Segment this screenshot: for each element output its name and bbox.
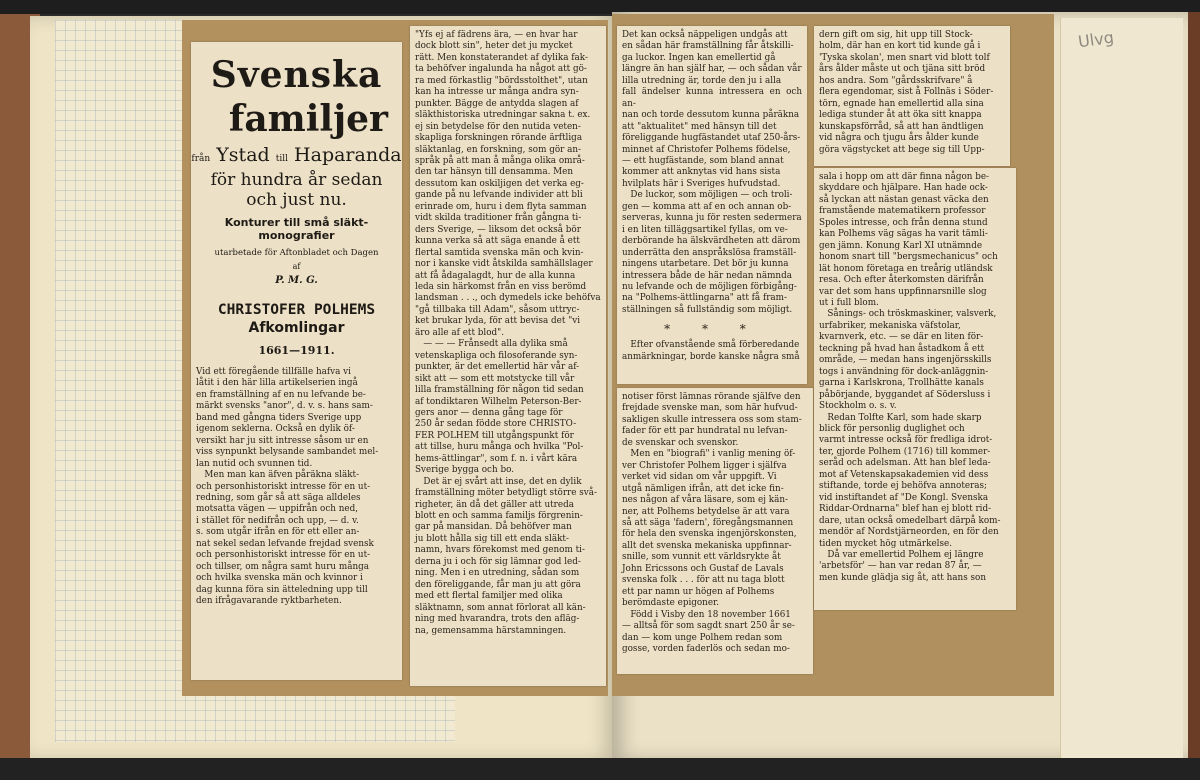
article-column-1: Vid ett föregående tillfälle hafva vi låtit i den här lilla artikelserien ingå en framställning af en nu lefvande be- märkt svensks "anor", d. v. s. hans sam- band med gångna tiders Sverige upp igenom seklerna. Också en dylik öf- versikt har ju sitt intresse såsom ur en viss synpunkt belysande sambandet mel- lan nutid och svunnen tid. Men man kan äfven påräkna släkt- och personhistoriskt intresse för en ut- redning, som går så att säga alldeles motsatta vägen — uppifrån och ned, i stället för nedifrån och upp, — d. v. s. som utgår ifrån en för ett eller an- nat sekel sedan lefvande frejdad svensk och personhistoriskt intresse för en ut- och tillser, om några samt huru många och hvilka svenska män och kvinnor i dag kunna föra sin ätteledning upp till den ifrågavarande ryktbarheten. [196, 367, 379, 607]
background-bottom [0, 758, 1200, 780]
headline-title-2: familjer [228, 98, 388, 140]
headline-title-1: Svenska [210, 54, 383, 96]
article-column-3-top [617, 26, 807, 384]
article-column-4-bottom [814, 168, 1016, 610]
route-from: från [191, 154, 211, 164]
article-column-2 [410, 26, 606, 686]
loose-paper-sheet [1060, 18, 1183, 758]
column-3-top-text: Det kan också näppeligen undgås att en sådan här framställning får åtskilli- ga luckor. Ingen kan emellertid gå längre än han själf har, — och sådan vår lilla utredning är, torde den ju i alla fall ändelser kunna intressera en och an- nan och torde dessutom kunna påräkna att "aktualitet" med hänsyn till det föreliggande hugfästandet utaf 250-års- minnet af Christofer Polhems födelse, — ett hugfästande, som bland annat kommer att anknytas vid hans sista hvilplats här i Sveriges hufvudstad. De luckor, som möjligen — och troli- gen — komma att af en och annan ob- serveras, kunna ju för resten sedermera i en liten tilläggsartikel fyllas, om ve- derbörande ha älskvärdheten att därom underrätta den anspråkslösa framställ- ningens utarbetare. Det bör ju kunna intressera både de här nedan nämnda nu lefvande och de möjligen förbigång- na "Polhems-ättlingarna" att få fram- ställningen så fullständig som möjligt. [622, 30, 802, 315]
column-3-intro-text: Efter ofvanstående små förberedande anmärkningar, borde kanske några små [622, 340, 800, 362]
article-column-3-bottom [617, 388, 813, 674]
book-cover-right [1188, 12, 1200, 760]
headline-kicker: Konturer till små släkt- monografier [224, 216, 369, 242]
headline-by: af [292, 262, 301, 271]
column-3-bottom-text: notiser först lämnas rörande själfve den frejdade svenske man, som här hufvud- sakligen skulle intressera oss som stam- fader för ett par hundratal nu lefvan- de svenskar och svenskor. Men en "biografi" i vanlig mening öf- ver Christofer Polhem ligger i själfva verket vid sidan om vår uppgift. Vi utgå nämligen ifrån, att det icke fin- nes någon af våra läsare, som ej kän- ner, att Polhems betydelse är att vara så att säga 'fadern', föregångsmannen för hela den svenska ingenjörskonsten, allt det svenska mekaniska uppfinnar- snille, som vunnit ett världsrykte åt John Ericssons och Gustaf de Lavals svenska folk . . . för att nu taga blott ett par namn ur högen af Polhems berömdaste epigoner. Född i Visby den 18 november 1661 — alltså för som sagdt snart 250 år se- dan — kom unge Polhem redan som gosse, vorden faderlös och sedan mo- [622, 392, 802, 654]
section-title: CHRISTOFER POLHEMS [217, 302, 376, 318]
column-4-bottom-text: sala i hopp om att där finna någon be- skyddare och hjälpare. Han hade ock- så lyckan att nästan genast väcka den framstående matematikern professor Spoles intresse, och från denna stund kan Polhems väg sägas ha varit tämli- gen jämn. Konung Karl XI utnämnde honom snart till "bergsmechanicus" och lät honom företaga en treårig utländsk resa. Och efter återkomsten därifrån var det som hans uppfinnarsnille slog ut i full blom. Sånings- och tröskmaskiner, valsverk, urfabriker, mekaniska väfstolar, kvarnverk, etc. — se där en liten för- teckning på hvad han åstadkom å ett område, — medan hans ingenjörsskills togs i användning för dock-anläggnin- garna i Karlskrona, Trollhätte kanals påbörjande, byggandet af Södersluss i Stockholm o. s. v. Redan Tolfte Karl, som hade skarp blick för personlig duglighet och varmt intresse också för fredliga idrot- ter, gjorde Polhem (1716) till kommer- seråd och adelsman. Att han blef leda- mot af Vetenskapsakademien vid dess stiftande, torde ej behöfva annoteras; vid instiftandet af "De Kongl. Svenska Riddar-Ordnarna" blef han ej blott rid- dare, utan också omedelbart därpå kom- mendör af Nordstjärneorden, en för den tiden mycket hög utmärkelse. Då var emellertid Polhem ej längre 'arbetsför' — han var redan 87 år, — men kunde glädja sig åt, att hans son [819, 172, 1001, 583]
headline-column [191, 42, 402, 680]
pencil-margin-note: Ulvg [1076, 27, 1115, 52]
column-4-top-text: dern gift om sig, hit upp till Stock- holm, där han en kort tid kunde gå i 'Tyska skolan', men snart vid blott tolf års ålder måste ut och tjäna sitt bröd hos andra. Som "gårdsskrifvare" å flera egendomar, sist å Follnäs i Söder- törn, egnade han emellertid alla sina lediga stunder åt att öka sitt knappa kunskapsförråd, så att han ändtligen vid några och tjugu års ålder kunde göra vägstycket att bege sig till Upp- [819, 30, 994, 155]
headline-signature: P. M. G. [275, 275, 318, 286]
section-divider-stars: * * * [664, 322, 760, 337]
article-column-4-top [814, 26, 1010, 166]
headline-route [191, 144, 402, 166]
route-city-1: Ystad [216, 144, 270, 166]
headline-subtitle: för hundra år sedan och just nu. [210, 170, 383, 210]
route-city-2: Haparanda [294, 144, 402, 166]
section-subtitle: Afkomlingar [248, 320, 345, 336]
column-2-text: "Yfs ej af fädrens ära, — en hvar har dock blott sin", heter det ju mycket rätt. Men konstaterandet af dylika fak- ta behöfver ingalunda ha något att gö- ra med förkastlig "bördsstolthet", utan kan ha intresse ur många andra syn- punkter. Bägge de antydda slagen af släkthistoriska utredningar sakna t. ex. ej sin betydelse för den nutida veten- skapliga forskningen rörande ärftliga släktanlag, en forskning, som gör an- språk på att man å många olika områ- den tar hänsyn till densamma. Men dessutom kan oskiljigen det verka eg- gande på nu lefvande individer att bli erinrade om, huru i dem flyta samman vidt skilda traditioner från gångna ti- ders Sverige, — liksom det också bör kunna verka så att säga enande å ett flertal samtida svenska män och kvin- nor i kanske vidt åtskilda samhällslager att få ådagalagdt, hur de alla kunna leda sin härkomst från en viss berömd landsman . . ., och dymedels icke behöfva "gå tillbaka till Adam", såsom uttryc- ket brukar lyda, för att bevisa det "vi äro alle af ett blod". — — — Frånsedt alla dylika små vetenskapliga och filosoferande syn- punkter, är det emellertid här vår af- sikt att — som ett motstycke till vår lilla framställning för någon tid sedan af tondiktaren Wilhelm Peterson-Ber- gers anor — denna gång tage för 250 år sedan födde store CHRISTO- FER POLHEM till utgångspunkt för att tillse, huru många och hvilka "Pol- hems-ättlingar", som f. n. i vårt kära Sverige bygga och bo. Det är ej svårt att inse, det en dylik framställning möter betydligt större svå- righeter, än då det gäller att utreda blott en och samma familjs förgrenin- gar på mansidan. Då behöfver man ju blott hålla sig till ett enda släkt- namn, hvars förekomst med genom ti- derna ju i och för sig lämnar god led- ning. Men i en utredning, sådan som den föreliggande, får man ju att göra med ett flertal familjer med olika släktnamn, som annat förlorat all kän- ning med hvarandra, trots den afläg- na, gemensamma härstamningen. [415, 30, 601, 636]
headline-prepared-for: utarbetade för Aftonbladet och Dagen [214, 248, 379, 258]
section-years: 1661—1911. [258, 344, 335, 357]
route-till: till [275, 154, 288, 164]
